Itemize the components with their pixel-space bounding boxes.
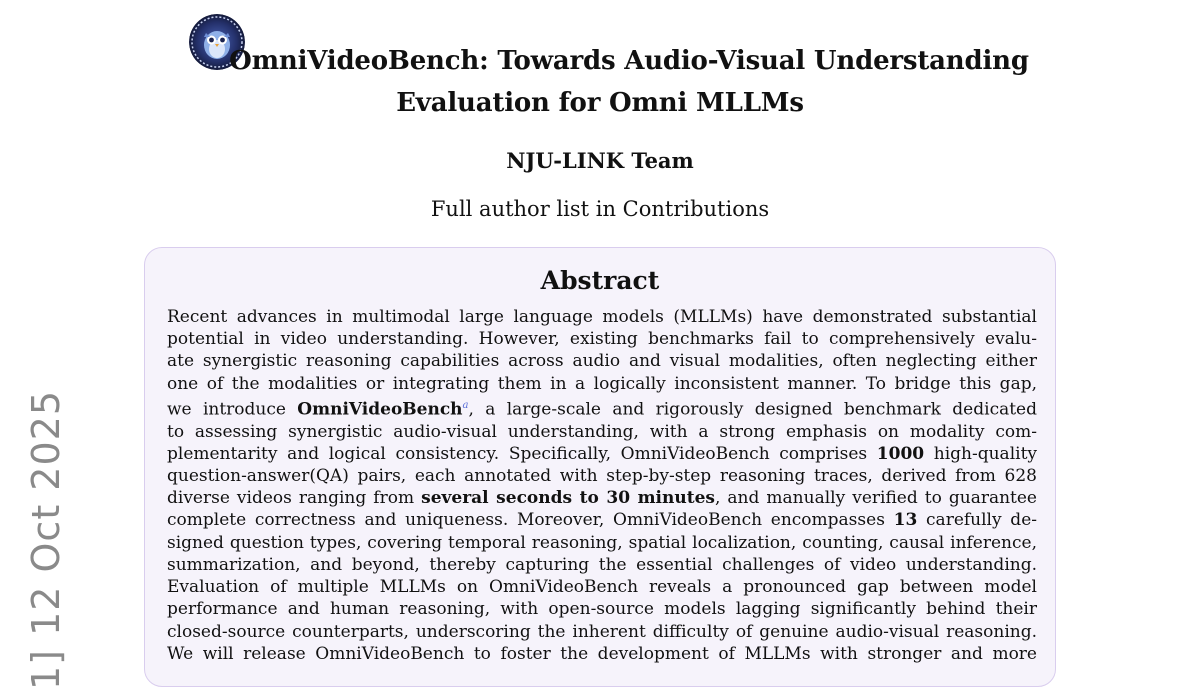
abstract-line: closed-source counterparts, underscoring the inherent difficulty of genuine audio-visual reasoning. xyxy=(167,621,1037,642)
qa-count: 1000 xyxy=(876,443,925,464)
question-type-count: 13 xyxy=(893,510,918,531)
abstract-line: complete correctness and uniqueness. Moreover, OmniVideoBench encompasses 13 carefully de- xyxy=(167,510,1037,531)
duration-range: several seconds to 30 minutes xyxy=(421,488,715,509)
paper-title xyxy=(150,40,1050,124)
abstract-line: ate synergistic reasoning capabilities across audio and visual modalities, often neglecting either xyxy=(167,351,1037,372)
abstract-line: Evaluation of multiple MLLMs on OmniVideoBench reveals a pronounced gap between model xyxy=(167,577,1037,598)
abstract-line: We will release OmniVideoBench to foster the development of MLLMs with stronger and more xyxy=(167,643,1037,664)
abstract-line: to assessing synergistic audio-visual understanding, with a strong emphasis on modality com- xyxy=(167,421,1037,442)
arxiv-date-stamp: 1] 12 Oct 2025 xyxy=(24,389,68,690)
benchmark-name: OmniVideoBench xyxy=(297,399,463,420)
abstract-line: Recent advances in multimodal large language models (MLLMs) have demonstrated substantial xyxy=(167,307,1037,327)
abstract-line: we introduce OmniVideoBench$^a$, a large-scale and rigorously designed benchmark dedicated xyxy=(167,399,1037,420)
authors-note: Full author list in Contributions xyxy=(430,197,770,221)
footnote-link[interactable]: a xyxy=(462,399,469,411)
abstract-box xyxy=(144,247,1056,687)
abstract-line: diverse videos ranging from several seconds to 30 minutes, and manually verified to guarantee xyxy=(167,488,1037,509)
abstract-line: potential in video understanding. However, existing benchmarks fail to comprehensively evalu- xyxy=(167,329,1037,350)
abstract-line: plementarity and logical consistency. Specifically, OmniVideoBench comprises 1000 high-quality xyxy=(167,443,1037,464)
abstract-body xyxy=(167,306,1037,665)
abstract-line: summarization, and beyond, thereby capturing the essential challenges of video understanding. xyxy=(167,554,1037,575)
title-line-2: Evaluation for Omni MLLMs xyxy=(396,88,804,118)
abstract-heading: Abstract xyxy=(540,266,660,295)
title-line-1: OmniVideoBench: Towards Audio-Visual Understanding xyxy=(229,46,1029,76)
abstract-line: signed question types, covering temporal reasoning, spatial localization, counting, causal inference, xyxy=(167,532,1037,553)
team-name: NJU-LINK Team xyxy=(506,148,694,173)
abstract-line: one of the modalities or integrating them in a logically inconsistent manner. To bridge this gap, xyxy=(167,373,1037,394)
abstract-line: question-answer(QA) pairs, each annotated with step-by-step reasoning traces, derived from 628 xyxy=(167,466,1037,487)
abstract-line: performance and human reasoning, with open-source models lagging significantly behind their xyxy=(167,599,1037,620)
